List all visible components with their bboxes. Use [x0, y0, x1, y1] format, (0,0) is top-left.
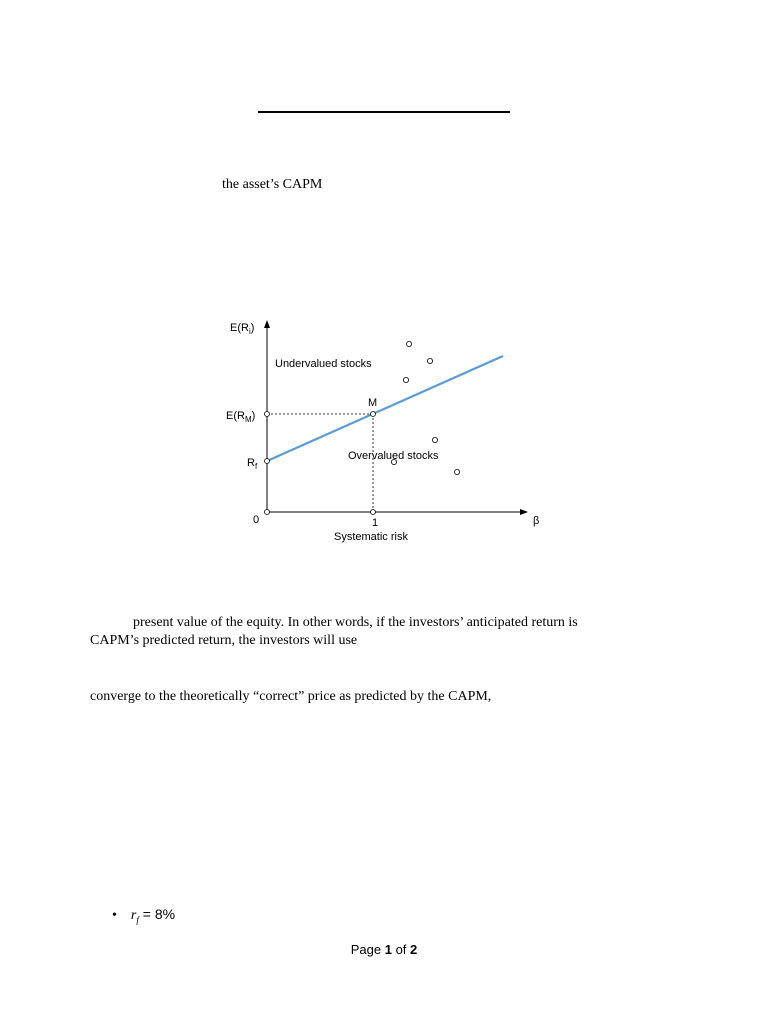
x-axis-arrow [520, 509, 528, 515]
stock-point [403, 377, 408, 382]
paragraph-1-line-1: present value of the equity. In other words, if the investors’ anticipated return is [133, 615, 578, 630]
erm-label: $E(R_M)$ [226, 410, 256, 424]
security-market-line [267, 356, 503, 461]
erm-marker [265, 412, 270, 417]
paragraph-1-line-2: CAPM’s predicted return, the investors will use [90, 633, 358, 648]
bullet-icon: • [112, 908, 117, 923]
bullet-item: • $r_f = 8\%$ [112, 906, 176, 925]
origin-marker [265, 510, 270, 515]
beta-tick-label: 1 [372, 517, 379, 529]
overvalued-label: Overvalued stocks [348, 450, 439, 462]
stock-point [406, 341, 411, 346]
beta-axis-symbol: β [533, 515, 540, 527]
paragraph-2: converge to the theoretically “correct” price as predicted by the CAPM, [90, 689, 492, 704]
beta-marker [371, 510, 376, 515]
rf-label: $R_f$ [247, 457, 258, 471]
page-footer: Page 1 of 2 [350, 942, 418, 957]
y-axis-label: $E(R_i)$ [230, 322, 255, 336]
y-axis-arrow [264, 320, 270, 328]
undervalued-label: Undervalued stocks [275, 358, 372, 370]
origin-label: 0 [253, 514, 260, 526]
rf-marker [265, 459, 270, 464]
x-axis-label: Systematic risk [334, 531, 408, 543]
intro-text: the asset’s CAPM [222, 177, 323, 192]
stock-point [427, 358, 432, 363]
stock-point [454, 469, 459, 474]
market-label: M [368, 397, 378, 409]
market-point [371, 412, 376, 417]
stock-point [432, 437, 437, 442]
